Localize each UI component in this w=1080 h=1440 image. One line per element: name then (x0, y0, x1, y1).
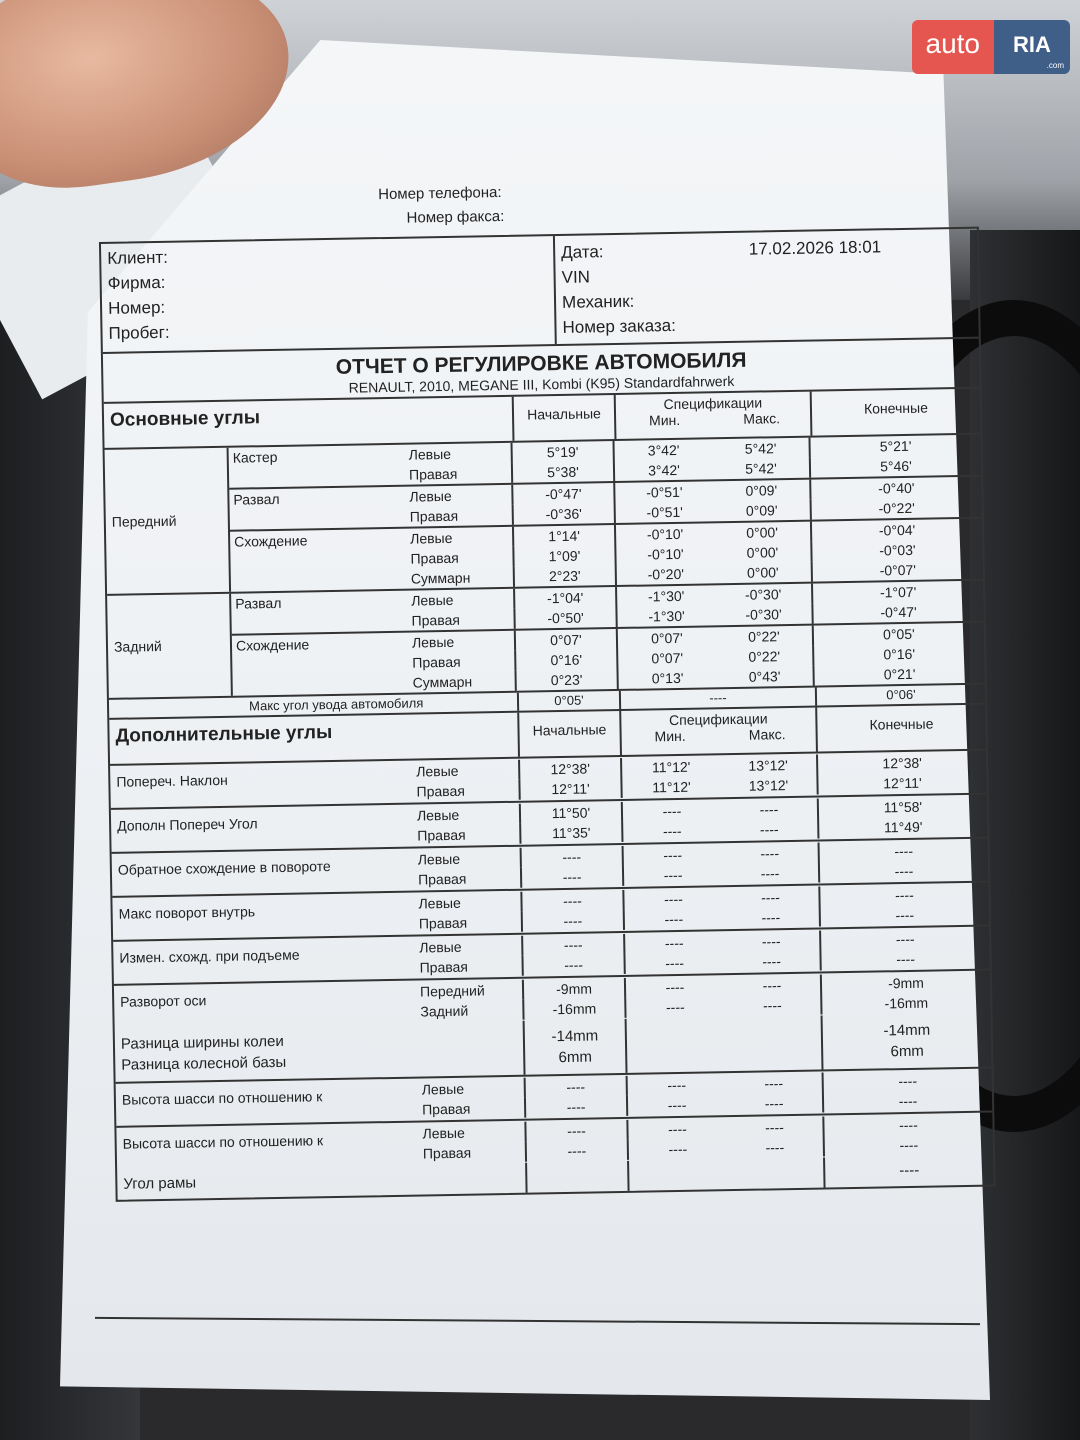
final-value: ---- (899, 1136, 919, 1154)
spec-max-value: 13°12' (720, 755, 818, 777)
spec-max-value: 0°09' (713, 480, 811, 502)
side-label: Передний (410, 980, 524, 1002)
chassis-height (116, 1069, 993, 1170)
spec-max-value: 0°00' (715, 562, 813, 584)
additional-angle-name: Попереч. Наклон (116, 771, 228, 790)
mileage-label: Пробег: (108, 322, 170, 343)
wheelbase-final: 6mm (890, 1042, 925, 1061)
date-value: 17.02.2026 18:01 (748, 237, 882, 259)
frame-initial (527, 1161, 630, 1193)
initial-value: -9mm (524, 978, 626, 1000)
final-value: 0°05' (882, 625, 915, 643)
spec-min-value: -0°51' (646, 483, 683, 501)
col-final: Конечные (863, 399, 929, 417)
side-label: Правая (401, 609, 515, 631)
final-value: ---- (898, 1072, 918, 1090)
spec-max-value: ---- (722, 863, 820, 885)
spec-max-value: -0°30' (715, 604, 813, 626)
spec-max-value: ---- (723, 906, 821, 928)
side-label: Правая (400, 505, 514, 527)
angle-name: Схождение (234, 532, 308, 550)
additional-angle-name: Дополн Попереч Угол (116, 815, 258, 834)
spec-min-value: 11°12' (651, 758, 691, 776)
track-width-final: -14mm (883, 1021, 931, 1040)
side-label: Суммарн (403, 671, 517, 693)
angle-group (230, 519, 983, 592)
final-value: -0°22' (878, 499, 915, 517)
final-value: -0°07' (879, 561, 917, 579)
initial-value: -1°04' (515, 587, 617, 609)
side-label: Левые (406, 760, 520, 782)
final-value: ---- (894, 886, 914, 904)
spec-max-value: 5°42' (713, 458, 811, 480)
additional-angle-name: Разворот оси (120, 992, 207, 1010)
initial-value: ---- (526, 1076, 628, 1098)
spec-max-value: ---- (726, 1072, 824, 1094)
side-label: Задний (410, 1000, 524, 1022)
initial-value: 11°35' (521, 822, 623, 844)
initial-value: 5°38' (513, 461, 615, 483)
max-drift-label: Макс угол увода автомобиля (109, 693, 519, 718)
logo-auto-text: auto (912, 20, 995, 74)
side-label: Левые (400, 527, 514, 549)
initial-value: -0°47' (513, 483, 615, 505)
additional-angle-name: Макс поворот внутрь (118, 903, 256, 922)
frame-angle-label: Угол рамы (117, 1163, 527, 1200)
axle-label: Задний (107, 594, 233, 698)
phone-label: Номер телефона: (378, 183, 502, 204)
spec-max-value: 13°12' (720, 775, 818, 797)
final-value: ---- (896, 950, 916, 968)
additional-angle-name: Высота шасси по отношению к (122, 1132, 324, 1152)
spec-min-value: 3°42' (648, 461, 680, 479)
initial-value: ---- (523, 954, 625, 976)
additional-angle-name: Высота шасси по отношению к (121, 1088, 323, 1108)
final-value: ---- (895, 906, 915, 924)
spec-min-value: ---- (662, 822, 682, 840)
number-label: Номер: (107, 297, 166, 318)
vehicle-subtitle: RENAULT, 2010, MEGANE III, Kombi (K95) Standardfahrwerk (348, 372, 735, 396)
spec-min-value: -1°30' (648, 607, 685, 625)
final-value: ---- (894, 842, 914, 860)
spec-max-value: ---- (723, 930, 821, 952)
side-label: Правая (412, 1098, 526, 1120)
main-section-title: Основные углы (104, 397, 515, 448)
initial-value: 11°50' (521, 802, 623, 824)
additional-angle-name: Обратное схождение в повороте (117, 858, 331, 878)
spec-min-value: 0°07' (650, 629, 683, 647)
initial-value: ---- (526, 1096, 628, 1118)
spec-min-value: ---- (665, 998, 685, 1016)
initial-value: 0°23' (516, 669, 618, 691)
spec-min-value: 11°12' (652, 778, 691, 796)
final-value: -16mm (884, 994, 929, 1012)
initial-value: ---- (526, 1120, 628, 1142)
frame-spec (629, 1157, 825, 1190)
side-label: Левые (401, 589, 515, 611)
logo-ria-text: RIA .com (994, 20, 1070, 74)
final-value: ---- (899, 1116, 918, 1134)
spec-max-value: 0°22' (716, 646, 814, 668)
spec-min-value: -0°20' (647, 565, 685, 583)
autoria-logo[interactable] (912, 20, 1071, 74)
angle-name: Схождение (235, 636, 310, 654)
spec-min-value: ---- (665, 978, 685, 996)
initial-value: 1°14' (514, 525, 616, 547)
spec-min-value: ---- (668, 1120, 687, 1138)
spec-max-value: 0°43' (716, 666, 814, 688)
add-section-title: Дополнительные углы (109, 713, 520, 764)
final-value: ---- (898, 1092, 918, 1110)
col-initial: Начальные (514, 395, 617, 441)
side-label: Левые (407, 804, 521, 826)
side-label: Правая (402, 651, 516, 673)
spec-min-value: ---- (664, 910, 684, 928)
client-label: Клиент: (107, 247, 169, 268)
initial-value: ---- (522, 890, 624, 912)
rear-axle-group (107, 581, 985, 698)
final-value: 0°16' (883, 645, 916, 663)
spec-min-value: 0°13' (651, 669, 684, 687)
final-value: -9mm (887, 974, 925, 992)
spec-max-value: 5°42' (712, 438, 810, 460)
report-title: ОТЧЕТ О РЕГУЛИРОВКЕ АВТОМОБИЛЯ (335, 348, 747, 379)
spec-max-value: ---- (724, 994, 822, 1016)
spec-max-value: ---- (722, 843, 820, 865)
add-col-min: Мин. (654, 727, 686, 745)
initial-value: 0°07' (516, 629, 618, 651)
add-col-final: Конечные (869, 715, 934, 733)
spec-max-value: 0°00' (714, 542, 812, 564)
side-label: Правая (409, 956, 523, 978)
side-label: Суммарн (401, 567, 515, 589)
side-label: Левые (409, 936, 523, 958)
spec-min-value: ---- (664, 934, 684, 952)
spec-min-value: ---- (663, 866, 683, 884)
initial-value: 1°09' (514, 545, 616, 567)
side-label: Левые (402, 631, 516, 653)
spec-max-value: ---- (724, 974, 822, 996)
initial-value: ---- (527, 1140, 629, 1162)
spec-max-value: ---- (723, 950, 821, 972)
axle-label: Передний (105, 448, 231, 594)
frame-final: ---- (899, 1161, 920, 1180)
spec-min-value: ---- (663, 846, 683, 864)
side-label: Правая (409, 912, 523, 934)
spec-max-value: 0°22' (716, 626, 814, 648)
spec-max-value: ---- (726, 1092, 824, 1114)
spec-max-value: 0°09' (714, 500, 812, 522)
firm-label: Фирма: (107, 272, 166, 293)
spec-min-value: 3°42' (647, 441, 680, 459)
initial-value: ---- (522, 846, 624, 868)
initial-value: 12°11' (520, 778, 622, 800)
spec-min-value: ---- (662, 802, 682, 820)
final-value: 11°58' (883, 798, 923, 816)
final-value: ---- (895, 930, 915, 948)
spec-min-value: ---- (664, 890, 683, 908)
initial-value: -0°36' (514, 503, 616, 525)
spec-min-value: -0°10' (646, 525, 684, 543)
final-value: 5°46' (880, 457, 912, 475)
initial-value: 12°38' (520, 758, 622, 780)
col-max: Макс. (743, 410, 781, 427)
spec-max-value: ---- (721, 799, 819, 821)
max-drift-spec-value: ---- (709, 690, 727, 706)
spec-max-value: ---- (722, 887, 820, 909)
side-label: Правая (400, 547, 514, 569)
side-label: Левые (412, 1078, 526, 1100)
wheelbase-initial: 6mm (558, 1048, 593, 1067)
side-label: Правая (413, 1142, 527, 1164)
front-axle-group (105, 435, 983, 596)
final-value: 12°11' (883, 774, 922, 792)
spec-max-value: -0°30' (715, 584, 813, 606)
wheelbase-label: Разница колесной базы (121, 1053, 287, 1074)
fax-label: Номер факса: (406, 207, 505, 227)
final-value: 11°49' (883, 818, 923, 836)
final-value: 0°21' (883, 665, 916, 683)
spec-min-value: -0°51' (646, 503, 684, 521)
spec-max-value: ---- (721, 819, 819, 841)
add-col-spec (621, 708, 818, 755)
add-col-max: Макс. (748, 726, 786, 743)
max-drift-spec (621, 688, 817, 709)
order-info (555, 229, 979, 344)
add-col-initial: Начальные (519, 711, 622, 757)
client-block (101, 229, 979, 354)
max-drift-initial: 0°05' (519, 691, 621, 711)
angle-name: Кастер (232, 448, 278, 466)
side-label: Левые (408, 892, 522, 914)
side-label: Правая (399, 463, 513, 485)
final-value: -0°04' (878, 521, 916, 539)
initial-value: 2°23' (515, 565, 617, 587)
initial-value: -16mm (524, 998, 626, 1020)
side-label: Левые (399, 443, 513, 465)
spec-min-value: -0°10' (647, 545, 684, 563)
spec-min-value: ---- (665, 954, 685, 972)
angle-name: Развал (233, 490, 280, 508)
final-value: -1°07' (879, 583, 917, 601)
col-min: Мин. (648, 411, 681, 429)
spec-max-value: ---- (727, 1136, 825, 1158)
max-drift-final: 0°06' (886, 686, 916, 703)
add-col-spec-label: Спецификации (668, 710, 768, 729)
spec-min-value: ---- (667, 1096, 687, 1114)
order-number-label: Номер заказа: (562, 315, 677, 337)
track-width-label: Разница ширины колеи (120, 1032, 284, 1053)
track-width-initial: -14mm (551, 1027, 599, 1046)
alignment-report (98, 173, 996, 1202)
spec-min-value: 0°07' (651, 649, 684, 667)
side-label: Правая (408, 868, 522, 890)
initial-value: ---- (522, 866, 624, 888)
initial-value: ---- (523, 934, 625, 956)
final-value: -0°03' (879, 541, 916, 559)
vin-label: VIN (561, 267, 591, 287)
side-label: Правая (406, 780, 520, 802)
additional-angles (110, 751, 990, 1028)
spec-min-value: -1°30' (647, 587, 685, 605)
final-value: -0°40' (878, 479, 915, 497)
spec-max-value: ---- (726, 1116, 824, 1138)
final-value: 12°38' (882, 754, 922, 772)
side-label: Левые (412, 1122, 526, 1144)
initial-value: 5°19' (513, 441, 615, 463)
additional-angle-name: Измен. схожд. при подъеме (119, 946, 300, 966)
initial-value: 0°16' (516, 649, 618, 671)
final-value: 5°21' (879, 437, 912, 455)
track-spec (627, 1015, 824, 1072)
side-label: Левые (399, 485, 513, 507)
report-table (99, 227, 996, 1202)
spec-min-value: ---- (668, 1140, 688, 1158)
initial-value: ---- (523, 910, 625, 932)
client-info (101, 236, 557, 352)
col-spec (616, 392, 813, 439)
date-label: Дата: (561, 242, 604, 262)
side-label: Правая (407, 824, 521, 846)
initial-value: -0°50' (515, 607, 617, 629)
side-label: Левые (408, 848, 522, 870)
final-value: ---- (894, 862, 914, 880)
mechanic-label: Механик: (561, 291, 635, 312)
spec-min-value: ---- (667, 1076, 687, 1094)
angle-name: Развал (235, 594, 282, 612)
col-spec-label: Спецификации (663, 394, 763, 413)
spec-max-value: 0°00' (714, 522, 812, 544)
final-value: -0°47' (880, 603, 917, 621)
